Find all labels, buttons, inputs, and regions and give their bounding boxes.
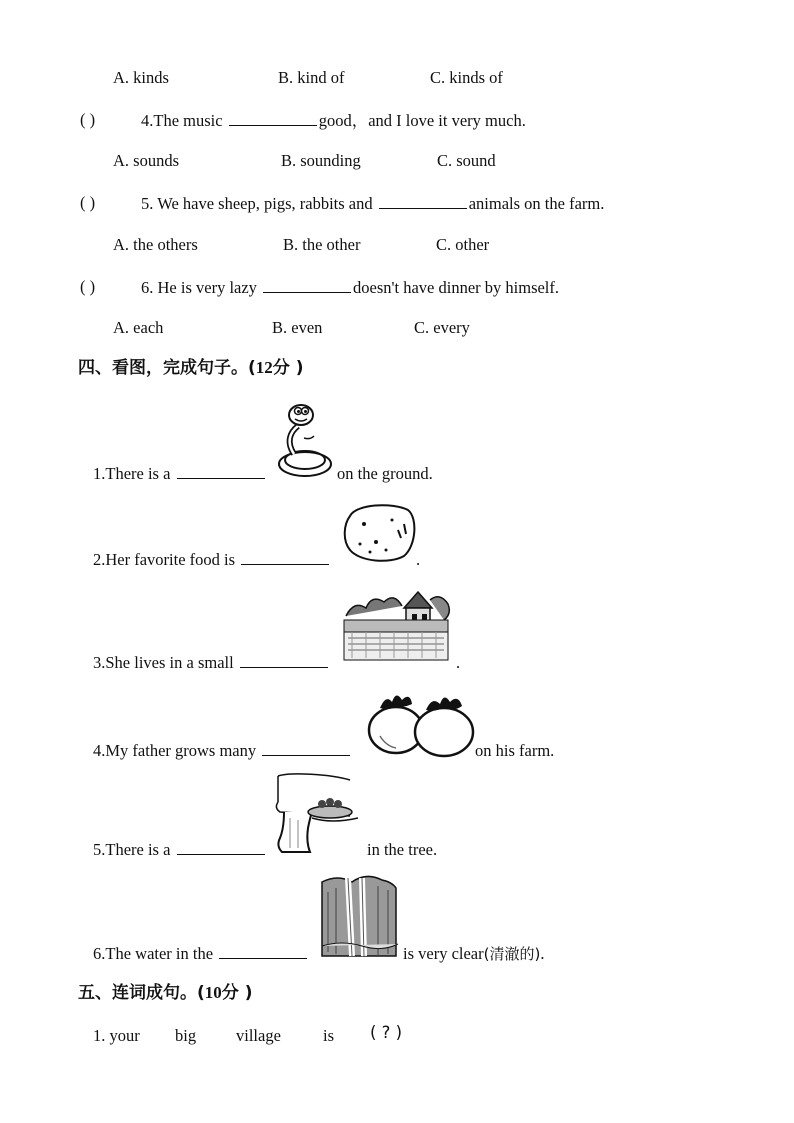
q6-option-b: B. even [272,318,323,337]
q6-option-c: C. every [414,318,470,337]
q6-blank[interactable] [263,278,351,293]
item-6-before: 6.The water in the [93,944,218,963]
q5-blank[interactable] [379,194,467,209]
item-1-before: 1.There is a [93,464,175,483]
reorder-1-word-4: is [323,1026,335,1045]
village-icon [342,586,452,664]
reorder-1-word-2: big [175,1026,197,1045]
picture-item-5 [93,840,267,860]
item-4-after: on his farm. [475,741,555,760]
q5-text-after: animals on the farm. [468,194,605,213]
item-3-blank[interactable] [240,653,328,668]
q3-option-a: A. kinds [113,68,169,87]
q5-answer-paren[interactable]: ( ) [80,193,96,212]
section-4-score: 12 [255,358,273,377]
section-5-title-end: 分 ) [221,983,253,1003]
item-6-note: (清澈的) [483,945,541,963]
q4-option-a: A. sounds [113,151,180,170]
item-1-after: on the ground. [337,464,433,483]
q5-option-c: C. other [436,235,490,254]
item-5-before: 5.There is a [93,840,175,859]
item-6-after [403,944,544,964]
q4-text-after: good，and I love it very much. [318,111,526,130]
section-5-heading [78,983,252,1003]
river-icon [318,872,402,960]
picture-item-3 [93,653,330,673]
item-3-before: 3.She lives in a small [93,653,238,672]
item-6-after-text: is very clear [403,944,484,963]
q5-text-before: 5. We have sheep, pigs, rabbits and [141,194,377,213]
item-5-after: in the tree. [367,840,438,859]
section-4-heading [78,358,303,378]
item-4-before: 4.My father grows many [93,741,261,760]
q6-text-after: doesn't have dinner by himself. [353,278,560,297]
q3-option-c: C. kinds of [430,68,503,87]
picture-item-4 [93,741,352,761]
section-4-title-end: 分 ) [272,358,304,378]
item-2-blank[interactable] [241,550,329,565]
q5-option-b: B. the other [283,235,361,254]
item-2-after: . [416,550,421,569]
bird-nest-icon [270,772,362,856]
q6-option-a: A. each [113,318,164,337]
section-5-title: 五、连词成句。( [78,983,205,1003]
item-6-blank[interactable] [219,944,307,959]
item-1-blank[interactable] [177,464,265,479]
q4-option-b: B. sounding [281,151,361,170]
q3-option-b: B. kind of [278,68,345,87]
picture-item-1 [93,464,267,484]
q4-question [141,111,526,131]
item-5-blank[interactable] [177,840,265,855]
picture-item-2 [93,550,331,570]
section-4-title: 四、看图，完成句子。( [78,358,256,378]
item-6-period: . [540,944,545,963]
q6-answer-paren[interactable]: ( ) [80,277,96,296]
potato-icon [342,502,418,564]
snake-icon [274,398,336,480]
item-3-after: . [456,653,461,672]
q5-question [141,194,604,214]
q4-answer-paren[interactable]: ( ) [80,110,96,129]
picture-item-6 [93,944,309,964]
q6-text-before: 6. He is very lazy [141,278,262,297]
q6-question [141,278,559,298]
q5-option-a: A. the others [113,235,198,254]
reorder-1-word-3: village [236,1026,281,1045]
q4-text-before: 4.The music [141,111,227,130]
item-4-blank[interactable] [262,741,350,756]
q4-option-c: C. sound [437,151,496,170]
section-5-score: 10 [204,983,222,1002]
reorder-1-punctuation: ( ? ) [370,1023,403,1042]
q4-blank[interactable] [229,111,317,126]
item-2-before: 2.Her favorite food is [93,550,240,569]
reorder-1-word-1: 1. your [93,1026,140,1045]
tomato-icon [366,686,476,758]
